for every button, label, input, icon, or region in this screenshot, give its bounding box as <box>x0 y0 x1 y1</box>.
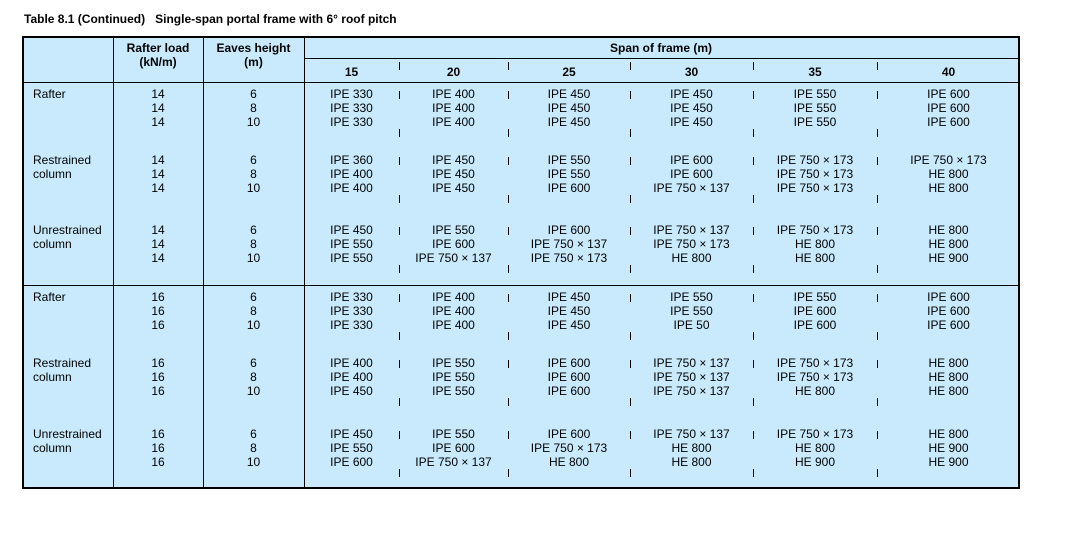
section-values-span-30-line: IPE 600 <box>670 167 713 181</box>
section-values-span-25 <box>508 290 630 332</box>
span-header-20: 20 <box>446 65 461 79</box>
span-column-tick <box>753 332 754 340</box>
section-values-span-20-line: IPE 750 × 137 <box>415 251 492 265</box>
rafter-load-values-line: 16 <box>151 455 165 469</box>
span-column-tick <box>399 360 400 368</box>
member-label <box>33 153 113 181</box>
section-values-span-20-line: IPE 400 <box>432 101 475 115</box>
section-values-span-35-line: IPE 750 × 173 <box>776 167 854 181</box>
span-column-tick <box>877 91 878 99</box>
section-values-span-40-line: HE 800 <box>928 237 969 251</box>
section-values-span-40-line: HE 800 <box>928 167 969 181</box>
span-column-tick <box>399 227 400 235</box>
section-values-span-15 <box>304 356 399 398</box>
member-label-line: Restrained <box>33 356 92 370</box>
section-values-span-35-line: IPE 550 <box>793 87 837 101</box>
section-values-span-20-line: IPE 550 <box>432 370 475 384</box>
section-values-span-40 <box>877 290 1020 332</box>
section-values-span-15-line: IPE 330 <box>330 101 373 115</box>
section-values-span-35-line: IPE 750 × 173 <box>776 181 854 195</box>
span-column-tick <box>753 91 754 99</box>
section-values-span-30 <box>630 427 753 469</box>
section-values-span-40-line: HE 800 <box>928 370 969 384</box>
eaves-height-values-line: 6 <box>250 356 257 370</box>
section-values-span-15-line: IPE 400 <box>330 181 373 195</box>
section-table <box>22 36 1020 489</box>
section-values-span-25-line: IPE 600 <box>547 223 591 237</box>
section-values-span-25-line: IPE 450 <box>547 101 591 115</box>
span-header-15: 15 <box>344 65 359 79</box>
section-values-span-25-line: IPE 750 × 137 <box>530 237 608 251</box>
member-label-line: Restrained <box>33 153 92 167</box>
eaves-height-values-line: 8 <box>250 370 257 384</box>
rafter-load-values-line: 16 <box>151 427 165 441</box>
section-values-span-25-line: IPE 600 <box>547 181 591 195</box>
eaves-height-values-line: 8 <box>250 167 257 181</box>
span-column-tick <box>630 62 631 70</box>
span-column-tick <box>877 129 878 137</box>
eaves-height-values-line: 6 <box>250 87 257 101</box>
span-column-tick <box>877 332 878 340</box>
rafter-load-values <box>113 427 203 469</box>
eaves-height-values <box>203 290 304 332</box>
section-values-span-40-line: IPE 750 × 173 <box>910 153 987 167</box>
load-group-divider <box>24 285 1018 286</box>
span-column-tick <box>753 62 754 70</box>
span-column-tick <box>630 398 631 406</box>
section-values-span-15-line: IPE 550 <box>330 237 373 251</box>
rafter-load-values-line: 14 <box>151 115 165 129</box>
section-values-span-35 <box>753 356 877 398</box>
section-values-span-40 <box>877 356 1020 398</box>
section-values-span-40-line: HE 900 <box>928 455 969 469</box>
section-values-span-20 <box>399 290 508 332</box>
rafter-load-values-line: 14 <box>151 101 165 115</box>
section-values-span-35-line: IPE 600 <box>793 304 837 318</box>
section-values-span-30 <box>630 153 753 195</box>
section-values-span-25 <box>508 356 630 398</box>
rafter-load-values-line: 14 <box>151 87 165 101</box>
section-values-span-20-line: IPE 400 <box>432 304 475 318</box>
member-label <box>33 356 113 384</box>
section-values-span-20-line: IPE 750 × 137 <box>415 455 492 469</box>
section-values-span-40-line: HE 800 <box>928 223 969 237</box>
section-values-span-40-line: IPE 600 <box>927 87 970 101</box>
section-values-span-15-line: IPE 360 <box>330 153 373 167</box>
section-values-span-40 <box>877 223 1020 265</box>
span-column-tick <box>508 265 509 273</box>
section-values-span-15-line: IPE 450 <box>330 427 373 441</box>
span-header-40: 40 <box>941 65 956 79</box>
span-header-35: 35 <box>808 65 822 79</box>
span-column-tick <box>508 227 509 235</box>
rafter-load-values-line: 14 <box>151 223 165 237</box>
span-header-30: 30 <box>684 65 699 79</box>
member-label-line: Rafter <box>33 290 66 304</box>
eaves-height-values-line: 8 <box>250 237 257 251</box>
section-values-span-30-line: IPE 750 × 137 <box>653 370 730 384</box>
eaves-height-values-line: 10 <box>246 384 261 398</box>
eaves-height-values-line: 8 <box>250 101 257 115</box>
section-values-span-30 <box>630 356 753 398</box>
span-column-tick <box>399 265 400 273</box>
eaves-height-values <box>203 87 304 129</box>
span-column-tick <box>508 398 509 406</box>
section-values-span-40-line: HE 900 <box>928 441 969 455</box>
eaves-height-values <box>203 427 304 469</box>
section-values-span-25-line: IPE 750 × 173 <box>530 441 608 455</box>
rafter-load-values <box>113 290 203 332</box>
span-column-tick <box>630 360 631 368</box>
span-column-tick <box>399 294 400 302</box>
member-label-line: Unrestrained <box>33 223 102 237</box>
span-column-tick <box>877 469 878 477</box>
span-column-tick <box>399 469 400 477</box>
section-values-span-15 <box>304 153 399 195</box>
member-label <box>33 87 113 101</box>
section-values-span-30 <box>630 87 753 129</box>
span-column-tick <box>508 332 509 340</box>
section-values-span-40 <box>877 427 1020 469</box>
section-values-span-35-line: IPE 750 × 173 <box>776 223 854 237</box>
eaves-height-values-line: 6 <box>250 427 257 441</box>
span-column-tick <box>753 398 754 406</box>
span-column-tick <box>399 195 400 203</box>
section-values-span-25-line: IPE 600 <box>547 370 591 384</box>
section-values-span-40-line: IPE 600 <box>927 290 970 304</box>
section-values-span-25-line: IPE 450 <box>547 115 591 129</box>
span-column-tick <box>877 398 878 406</box>
rafter-load-values <box>113 356 203 398</box>
section-values-span-20-line: IPE 550 <box>432 356 475 370</box>
span-column-tick <box>508 157 509 165</box>
span-column-tick <box>630 227 631 235</box>
rafter-load-values-line: 16 <box>151 441 165 455</box>
span-column-tick <box>877 360 878 368</box>
section-values-span-35 <box>753 290 877 332</box>
span-column-tick <box>753 227 754 235</box>
rafter-load-values <box>113 223 203 265</box>
rafter-load-values-line: 14 <box>151 167 165 181</box>
section-values-span-20-line: IPE 600 <box>432 237 475 251</box>
member-label <box>33 223 113 251</box>
span-column-tick <box>753 195 754 203</box>
section-values-span-30-line: HE 800 <box>671 441 712 455</box>
section-values-span-15 <box>304 223 399 265</box>
section-values-span-25 <box>508 427 630 469</box>
section-values-span-15 <box>304 290 399 332</box>
section-values-span-25-line: IPE 450 <box>547 318 591 332</box>
span-column-tick <box>399 157 400 165</box>
section-values-span-30-line: IPE 450 <box>670 87 713 101</box>
section-values-span-15-line: IPE 550 <box>330 441 373 455</box>
section-values-span-30-line: IPE 750 × 137 <box>653 181 730 195</box>
section-values-span-25-line: IPE 600 <box>547 356 591 370</box>
table-caption: Table 8.1 (Continued) Single-span portal frame with 6° roof pitch <box>24 12 397 26</box>
section-values-span-30-line: IPE 450 <box>670 101 713 115</box>
span-column-tick <box>753 265 754 273</box>
section-values-span-20-line: IPE 400 <box>432 115 475 129</box>
span-column-tick <box>399 332 400 340</box>
section-values-span-30 <box>630 290 753 332</box>
rafter-load-values-line: 16 <box>151 304 165 318</box>
span-column-tick <box>508 360 509 368</box>
span-column-tick <box>630 157 631 165</box>
eaves-height-values-line: 6 <box>250 290 257 304</box>
section-values-span-15 <box>304 427 399 469</box>
section-values-span-35-line: IPE 750 × 173 <box>776 153 854 167</box>
eaves-height-values-line: 10 <box>246 115 261 129</box>
section-values-span-40-line: IPE 600 <box>927 115 970 129</box>
section-values-span-20 <box>399 223 508 265</box>
section-values-span-20-line: IPE 600 <box>432 441 475 455</box>
section-values-span-20-line: IPE 400 <box>432 290 475 304</box>
section-values-span-40-line: HE 800 <box>928 181 969 195</box>
section-values-span-35-line: IPE 550 <box>793 101 837 115</box>
span-column-tick <box>753 360 754 368</box>
span-column-tick <box>630 332 631 340</box>
section-values-span-40-line: HE 800 <box>928 384 969 398</box>
section-values-span-35-line: IPE 600 <box>793 318 837 332</box>
section-values-span-35-line: IPE 550 <box>793 290 837 304</box>
section-values-span-30-line: HE 800 <box>671 251 712 265</box>
span-column-tick <box>399 91 400 99</box>
eaves-height-values-line: 10 <box>246 455 261 469</box>
section-values-span-20-line: IPE 550 <box>432 384 475 398</box>
span-column-tick <box>877 265 878 273</box>
span-column-tick <box>508 91 509 99</box>
section-values-span-35-line: HE 900 <box>794 455 836 469</box>
member-label-line: Unrestrained <box>33 427 102 441</box>
section-values-span-30-line: IPE 50 <box>673 318 710 332</box>
span-column-tick <box>508 195 509 203</box>
section-values-span-35-line: IPE 750 × 173 <box>776 356 854 370</box>
span-column-tick <box>630 294 631 302</box>
section-values-span-30 <box>630 223 753 265</box>
rafter-load-values-line: 14 <box>151 237 165 251</box>
eaves-height-values <box>203 153 304 195</box>
span-column-tick <box>877 294 878 302</box>
section-values-span-35 <box>753 223 877 265</box>
section-values-span-35-line: IPE 750 × 173 <box>776 370 854 384</box>
section-values-span-25-line: IPE 450 <box>547 87 591 101</box>
rafter-load-values-line: 16 <box>151 370 165 384</box>
section-values-span-20 <box>399 356 508 398</box>
span-column-tick <box>508 129 509 137</box>
span-header-25: 25 <box>562 65 576 79</box>
span-column-tick <box>399 129 400 137</box>
section-values-span-30-line: HE 800 <box>671 455 712 469</box>
section-values-span-30-line: IPE 450 <box>670 115 713 129</box>
section-values-span-40-line: HE 800 <box>928 427 969 441</box>
span-column-tick <box>877 157 878 165</box>
section-values-span-25-line: HE 800 <box>548 455 590 469</box>
section-values-span-25 <box>508 153 630 195</box>
rafter-load-header: Rafter load (kN/m) <box>126 41 190 69</box>
span-column-tick <box>508 62 509 70</box>
eaves-height-values-line: 6 <box>250 223 257 237</box>
span-column-tick <box>753 294 754 302</box>
section-values-span-25-line: IPE 600 <box>547 384 591 398</box>
section-values-span-40 <box>877 87 1020 129</box>
member-label <box>33 290 113 304</box>
section-values-span-20-line: IPE 450 <box>432 181 475 195</box>
section-values-span-15-line: IPE 330 <box>330 318 373 332</box>
section-values-span-15 <box>304 87 399 129</box>
section-values-span-15-line: IPE 450 <box>330 384 373 398</box>
span-column-tick <box>753 157 754 165</box>
span-column-tick <box>508 294 509 302</box>
section-values-span-30-line: IPE 750 × 137 <box>653 356 730 370</box>
span-column-tick <box>399 62 400 70</box>
section-values-span-25-line: IPE 550 <box>547 167 591 181</box>
span-column-tick <box>630 91 631 99</box>
span-column-tick <box>630 195 631 203</box>
eaves-height-values-line: 10 <box>246 318 261 332</box>
section-values-span-15-line: IPE 400 <box>330 167 373 181</box>
section-values-span-25-line: IPE 750 × 173 <box>530 251 608 265</box>
section-values-span-25-line: IPE 450 <box>547 290 591 304</box>
section-values-span-35 <box>753 427 877 469</box>
rafter-load-values-line: 14 <box>151 181 165 195</box>
eaves-height-values-line: 10 <box>246 181 261 195</box>
section-values-span-30-line: IPE 750 × 137 <box>653 223 730 237</box>
member-label-line: column <box>33 237 72 251</box>
span-column-tick <box>753 469 754 477</box>
span-column-tick <box>753 431 754 439</box>
rafter-load-values-line: 16 <box>151 318 165 332</box>
header-divider <box>24 82 1018 83</box>
section-values-span-15-line: IPE 450 <box>330 223 373 237</box>
section-values-span-40-line: IPE 600 <box>927 318 970 332</box>
span-column-tick <box>877 227 878 235</box>
section-values-span-20 <box>399 153 508 195</box>
section-values-span-35-line: HE 800 <box>794 251 836 265</box>
section-values-span-35 <box>753 87 877 129</box>
span-column-tick <box>630 469 631 477</box>
section-values-span-20-line: IPE 550 <box>432 223 475 237</box>
section-values-span-35-line: HE 800 <box>794 441 836 455</box>
span-column-tick <box>508 431 509 439</box>
section-values-span-30-line: IPE 750 × 137 <box>653 384 730 398</box>
section-values-span-25-line: IPE 550 <box>547 153 591 167</box>
rafter-load-values-line: 14 <box>151 251 165 265</box>
section-values-span-20-line: IPE 400 <box>432 87 475 101</box>
eaves-height-values-line: 10 <box>246 251 261 265</box>
eaves-height-values-line: 6 <box>250 153 257 167</box>
section-values-span-20-line: IPE 550 <box>432 427 475 441</box>
eaves-height-header: Eaves height (m) <box>216 41 291 69</box>
section-values-span-25 <box>508 87 630 129</box>
rafter-load-values <box>113 87 203 129</box>
span-column-tick <box>877 431 878 439</box>
section-values-span-35-line: HE 800 <box>794 384 836 398</box>
rafter-load-values-line: 16 <box>151 384 165 398</box>
section-values-span-40-line: HE 800 <box>928 356 969 370</box>
section-values-span-30-line: IPE 750 × 137 <box>653 427 730 441</box>
section-values-span-20 <box>399 427 508 469</box>
section-values-span-40-line: HE 900 <box>928 251 969 265</box>
span-column-tick <box>877 62 878 70</box>
section-values-span-35-line: IPE 550 <box>793 115 837 129</box>
section-values-span-15-line: IPE 330 <box>330 304 373 318</box>
span-column-tick <box>630 129 631 137</box>
eaves-height-values-line: 8 <box>250 304 257 318</box>
rafter-load-values-line: 16 <box>151 356 165 370</box>
member-label-line: column <box>33 167 72 181</box>
section-values-span-20 <box>399 87 508 129</box>
eaves-height-values <box>203 356 304 398</box>
span-subheader-divider <box>304 58 1018 59</box>
section-values-span-20-line: IPE 450 <box>432 167 475 181</box>
section-values-span-15-line: IPE 550 <box>330 251 373 265</box>
section-values-span-15-line: IPE 400 <box>330 356 373 370</box>
section-values-span-40-line: IPE 600 <box>927 304 970 318</box>
span-column-tick <box>508 469 509 477</box>
eaves-height-values-line: 8 <box>250 441 257 455</box>
section-values-span-40-line: IPE 600 <box>927 101 970 115</box>
span-column-tick <box>399 398 400 406</box>
eaves-height-values <box>203 223 304 265</box>
rafter-load-values-line: 14 <box>151 153 165 167</box>
section-values-span-25 <box>508 223 630 265</box>
section-values-span-15-line: IPE 600 <box>330 455 373 469</box>
span-column-tick <box>753 129 754 137</box>
section-values-span-15-line: IPE 400 <box>330 370 373 384</box>
section-values-span-30-line: IPE 550 <box>670 290 713 304</box>
member-label <box>33 427 113 455</box>
span-column-tick <box>399 431 400 439</box>
span-column-tick <box>630 431 631 439</box>
section-values-span-30-line: IPE 750 × 173 <box>653 237 730 251</box>
section-values-span-25-line: IPE 450 <box>547 304 591 318</box>
member-label-line: Rafter <box>33 87 66 101</box>
section-values-span-15-line: IPE 330 <box>330 87 373 101</box>
section-values-span-35 <box>753 153 877 195</box>
rafter-load-values <box>113 153 203 195</box>
span-of-frame-header: Span of frame (m) <box>609 41 712 55</box>
span-column-tick <box>877 195 878 203</box>
section-values-span-35-line: IPE 750 × 173 <box>776 427 854 441</box>
section-values-span-15-line: IPE 330 <box>330 115 373 129</box>
section-values-span-40 <box>877 153 1020 195</box>
section-values-span-15-line: IPE 330 <box>330 290 373 304</box>
section-values-span-25-line: IPE 600 <box>547 427 591 441</box>
section-values-span-35-line: HE 800 <box>794 237 836 251</box>
section-values-span-20-line: IPE 450 <box>432 153 475 167</box>
section-values-span-20-line: IPE 400 <box>432 318 475 332</box>
rafter-load-values-line: 16 <box>151 290 165 304</box>
span-column-tick <box>630 265 631 273</box>
section-values-span-30-line: IPE 550 <box>670 304 713 318</box>
member-label-line: column <box>33 441 72 455</box>
member-label-line: column <box>33 370 72 384</box>
section-values-span-30-line: IPE 600 <box>670 153 713 167</box>
